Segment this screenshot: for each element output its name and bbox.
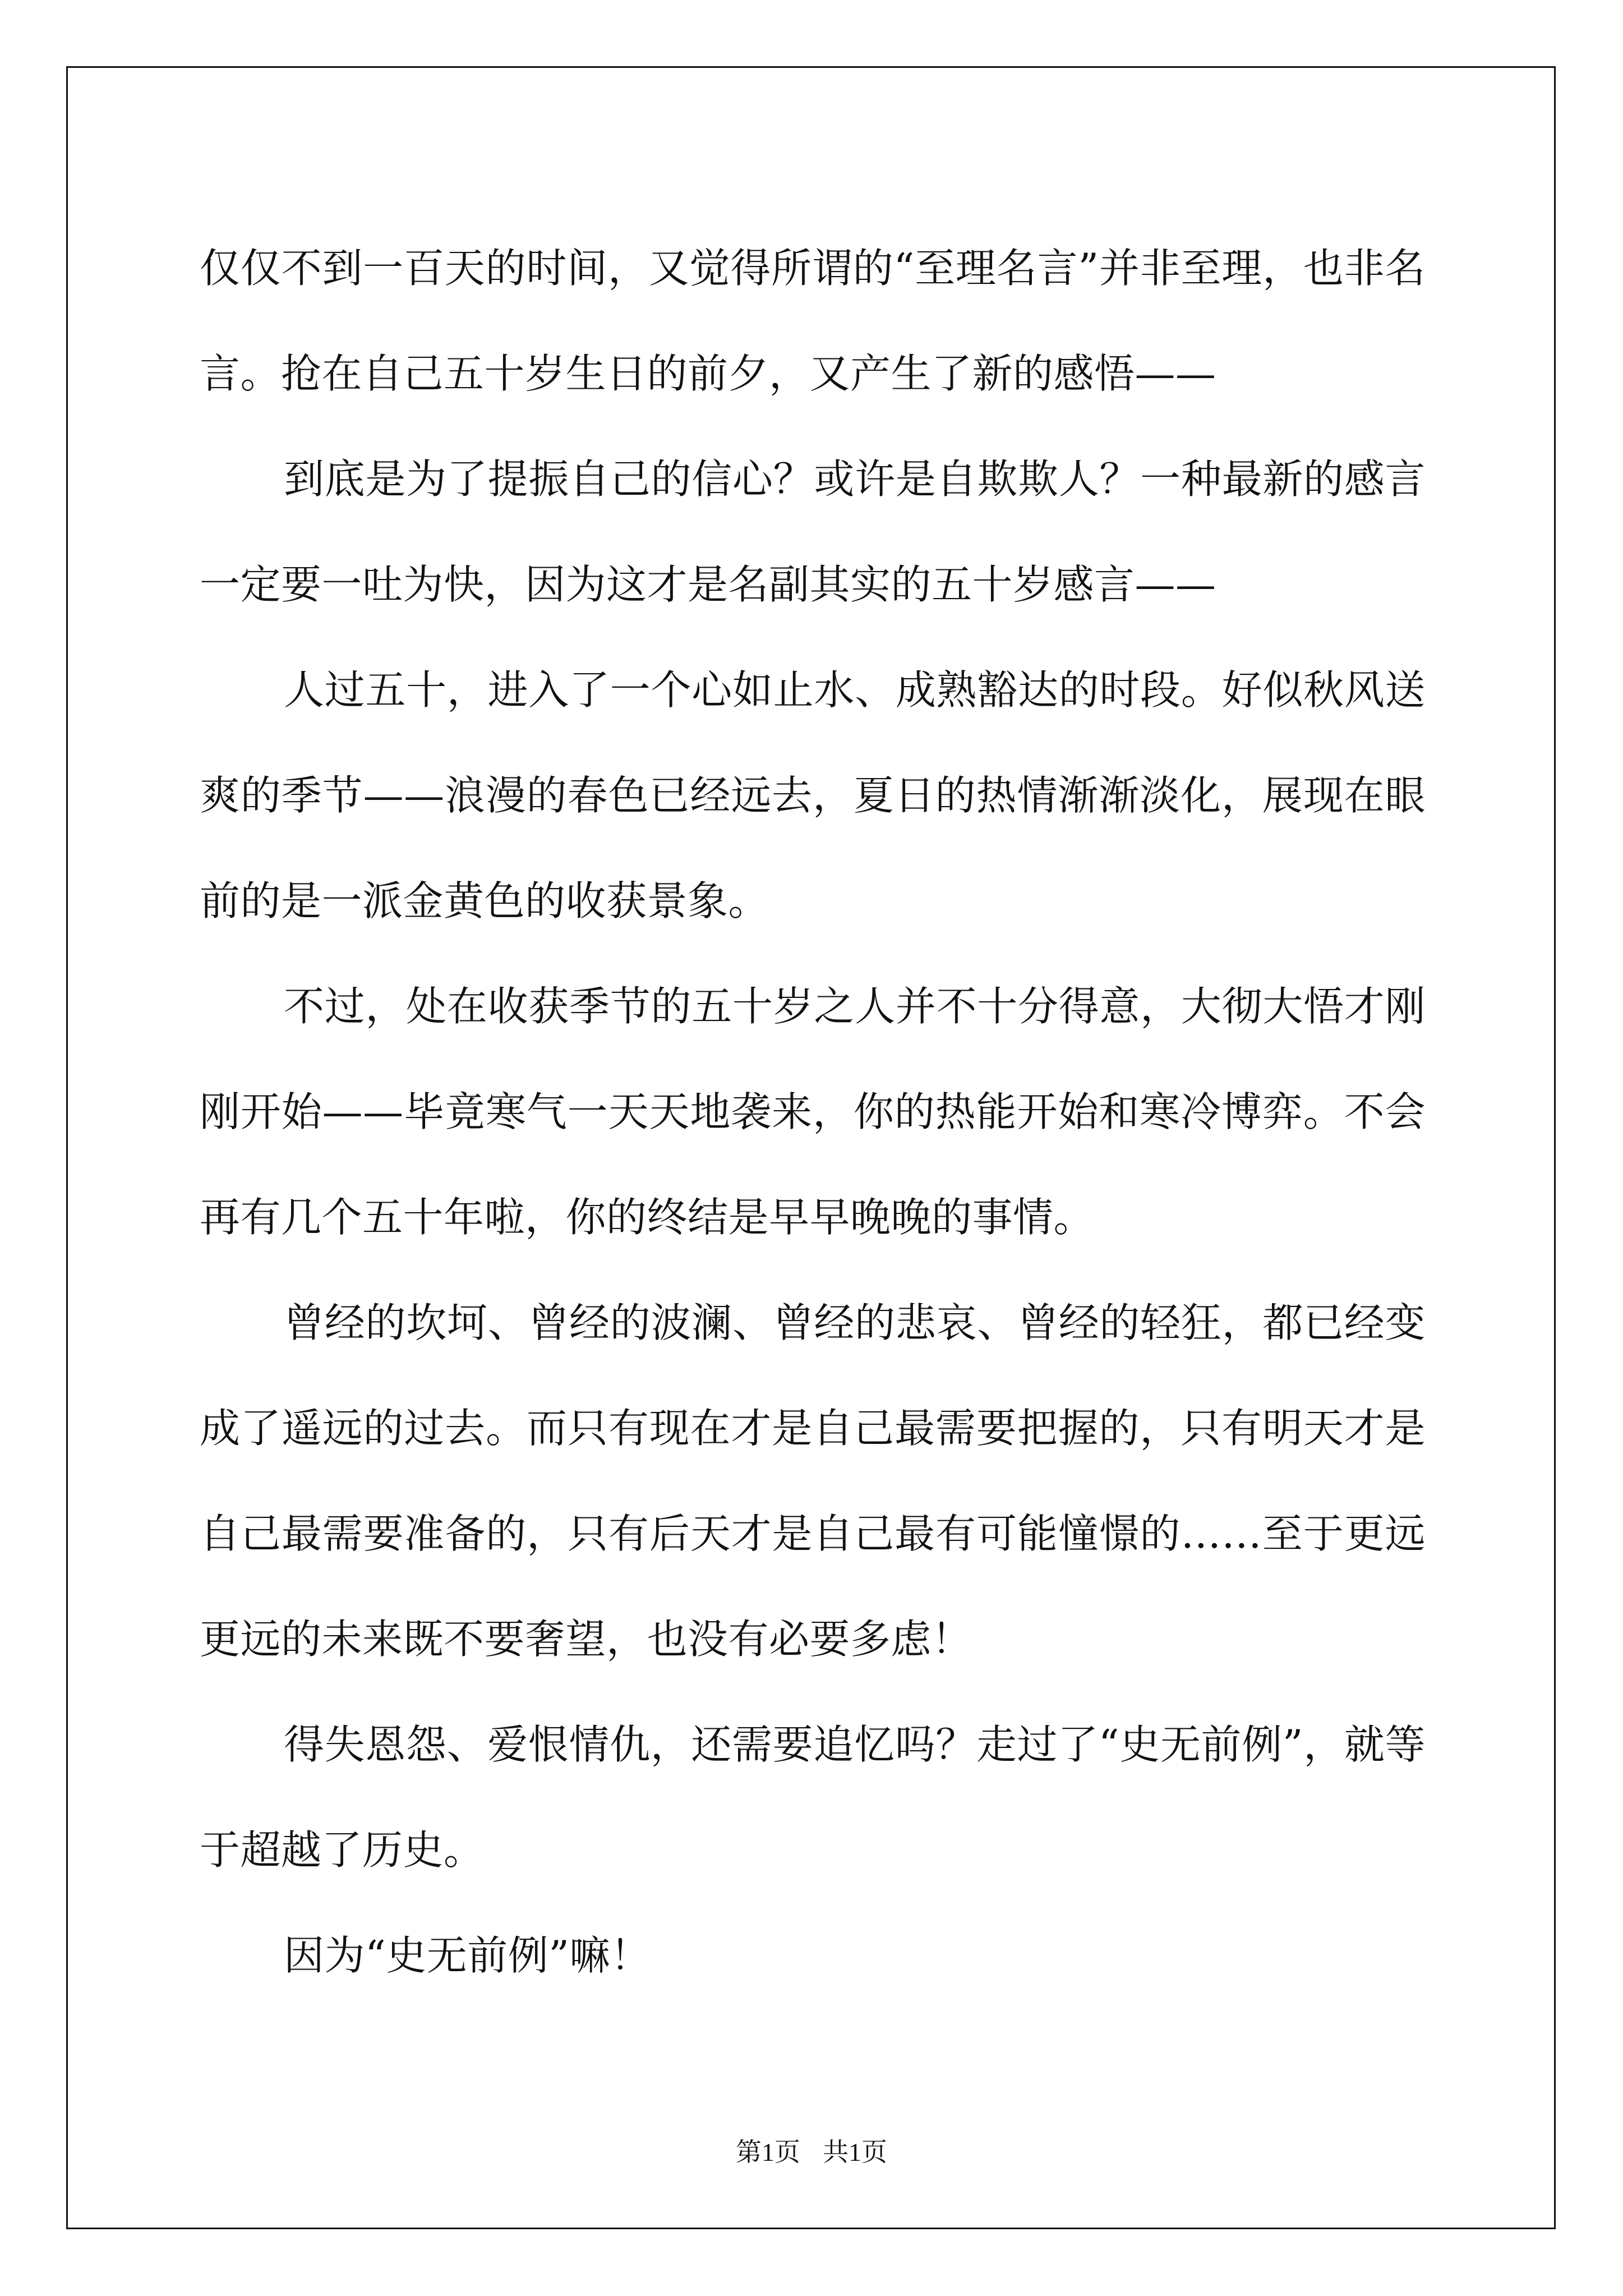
- paragraph-2: 到底是为了提振自己的信心？或许是自欺欺人？一种最新的感言一定要一吐为快，因为这才是名副其实的五十岁感言——: [200, 455, 1426, 608]
- page-footer: [0, 2132, 1623, 2169]
- paragraph-7: 因为“史无前例”嘛！: [284, 1932, 651, 1979]
- document-body: [200, 215, 1426, 2008]
- page-number-total: 共1页: [823, 2138, 887, 2166]
- paragraph-4: 不过，处在收获季节的五十岁之人并不十分得意，大彻大悟才刚刚开始——毕竟寒气一天天地袭来，你的热能开始和寒冷博弈。不会再有几个五十年啦，你的终结是早早晚晚的事情。: [200, 983, 1426, 1241]
- paragraph-3: 人过五十，进入了一个心如止水、成熟豁达的时段。好似秋风送爽的季节——浪漫的春色已经远去，夏日的热情渐渐淡化，展现在眼前的是一派金黄色的收获景象。: [200, 666, 1426, 924]
- paragraph-6: 得失恩怨、爱恨情仇，还需要追忆吗？走过了“史无前例”，就等于超越了历史。: [200, 1721, 1426, 1874]
- paragraph-1: 仅仅不到一百天的时间，又觉得所谓的“至理名言”并非至理，也非名言。抢在自己五十岁生日的前夕，又产生了新的感悟——: [200, 245, 1426, 397]
- page-number-current: 第1页: [736, 2138, 800, 2166]
- paragraph-5: 曾经的坎坷、曾经的波澜、曾经的悲哀、曾经的轻狂，都已经变成了遥远的过去。而只有现在才是自己最需要把握的，只有明天才是自己最需要准备的，只有后天才是自己最有可能憧憬的……至于更远更远的未来既不要奢望，也没有必要多虑！: [200, 1299, 1426, 1663]
